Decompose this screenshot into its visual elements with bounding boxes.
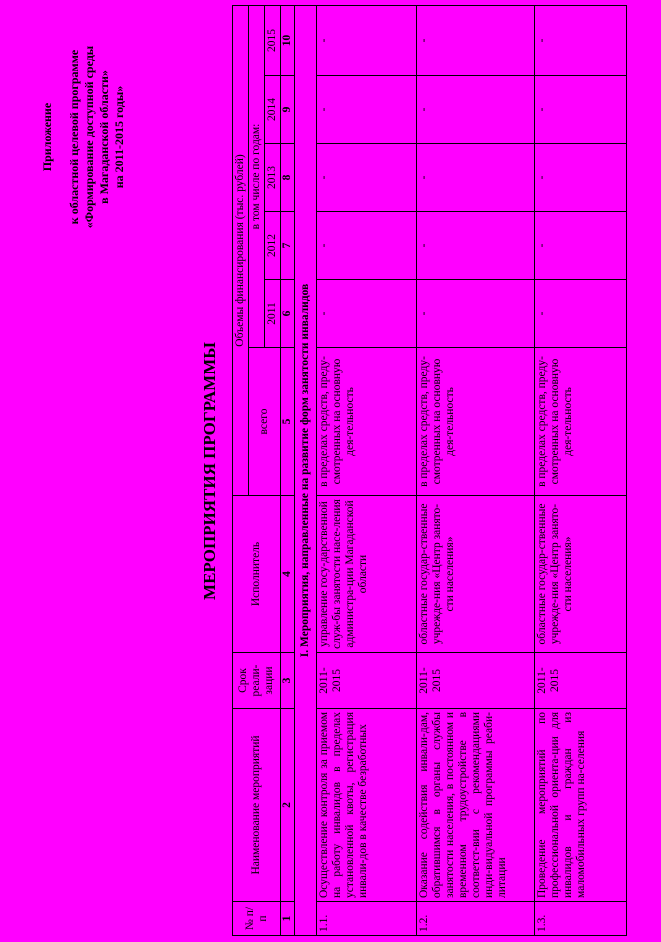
page-title: МЕРОПРИЯТИЯ ПРОГРАММЫ (200, 342, 219, 600)
header-year-2011: 2011 (265, 280, 281, 348)
row-total: в пределах средств, преду-смотренных на основную дея-тельность (417, 348, 535, 496)
row-2011: - (417, 280, 535, 348)
header-term: Срок реали-зации (233, 653, 281, 709)
row-executor: управление госу-дарственной служ-бы занятости насе-ления администра-ции Магаданской области (317, 496, 417, 653)
row-2012: - (317, 212, 417, 280)
section-row (295, 5, 317, 935)
row-2012: - (535, 212, 627, 280)
header-incl: в том числе по годам: (249, 5, 265, 347)
row-term: 2011-2015 (417, 653, 535, 709)
table-row (535, 5, 627, 935)
row-2013: - (535, 144, 627, 212)
header-executor: Исполнитель (233, 496, 281, 653)
row-2011: - (535, 280, 627, 348)
row-num: 1.3. (535, 902, 627, 936)
column-number-row (281, 5, 295, 935)
header-year-2014: 2014 (265, 76, 281, 144)
row-name: Оказание содействия инвали-дам, обратившимся в органы службы занятости населения, в постоянном и временном трудоустройстве в соответст-вии с рекомендациями инди-видуальной программы реаби-литации (417, 709, 535, 902)
col-number: 1 (281, 902, 295, 936)
row-2015: - (535, 5, 627, 75)
row-2015: - (317, 5, 417, 75)
appendix-line-1: к областной целевой программе (67, 49, 81, 225)
row-2015: - (417, 5, 535, 75)
row-2014: - (535, 76, 627, 144)
col-number: 9 (281, 76, 295, 144)
row-executor: областные государ-ственные учрежде-ния «Центр занято-сти населения» (417, 496, 535, 653)
appendix-line-4: на 2011-2015 годы» (112, 85, 126, 189)
row-total: в пределах средств, преду-смотренных на основную дея-тельность (535, 348, 627, 496)
header-num: № п/п (233, 902, 281, 936)
header-name: Наименование мероприятий (233, 709, 281, 902)
appendix-heading: Приложение (40, 102, 54, 172)
row-term: 2011-2015 (535, 653, 627, 709)
appendix-block (40, 12, 127, 262)
header-year-2013: 2013 (265, 144, 281, 212)
row-2014: - (417, 76, 535, 144)
col-number: 8 (281, 144, 295, 212)
header-year-2012: 2012 (265, 212, 281, 280)
table-row (417, 5, 535, 935)
table-row (317, 5, 417, 935)
col-number: 10 (281, 5, 295, 75)
header-row-1 (233, 5, 249, 935)
col-number: 6 (281, 280, 295, 348)
row-term: 2011-2015 (317, 653, 417, 709)
row-2013: - (417, 144, 535, 212)
col-number: 3 (281, 653, 295, 709)
col-number: 4 (281, 496, 295, 653)
row-2013: - (317, 144, 417, 212)
row-total: в пределах средств, преду-смотренных на основную дея-тельность (317, 348, 417, 496)
row-num: 1.1. (317, 902, 417, 936)
appendix-line-3: в Магаданской области» (97, 70, 111, 204)
program-table (232, 5, 627, 936)
header-total: всего (249, 348, 281, 496)
appendix-line-2: «Формирование доступной среды (82, 45, 96, 229)
col-number: 7 (281, 212, 295, 280)
row-executor: областные государ-ственные учрежде-ния «Центр занято-сти населения» (535, 496, 627, 653)
row-name: Осуществление контроля за приемом на работу инвалидов в пределах установленной квоты, регистрация инвали-дов в качестве безработных (317, 709, 417, 902)
row-2014: - (317, 76, 417, 144)
section-title: I. Мероприятия, направленные на развитие форм занятости инвалидов (295, 5, 317, 935)
header-year-2015: 2015 (265, 5, 281, 75)
col-number: 5 (281, 348, 295, 496)
row-num: 1.2. (417, 902, 535, 936)
row-2011: - (317, 280, 417, 348)
row-2012: - (417, 212, 535, 280)
header-funding: Объемы финансирования (тыс. рублей) (233, 5, 249, 495)
row-name: Проведение мероприятий по профессиональной ориента-ции для инвалидов и граждан из маломобильных групп на-селения (535, 709, 627, 902)
col-number: 2 (281, 709, 295, 902)
